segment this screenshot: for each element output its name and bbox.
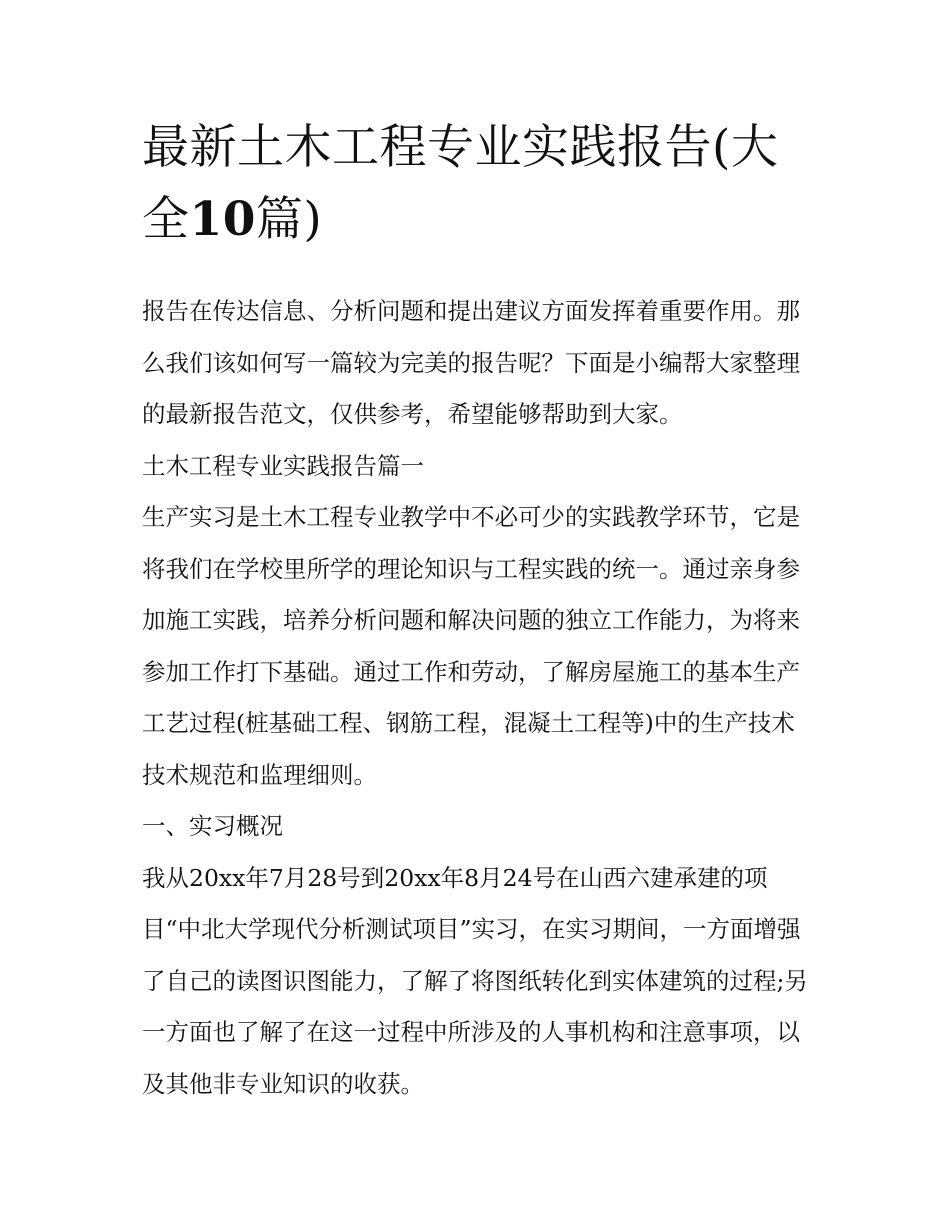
document-content xyxy=(142,112,814,1110)
title-line-2-pre: 全 xyxy=(142,192,190,247)
internship-overview-paragraph: 我从20xx年7月28号到20xx年8月24号在山西六建承建的项目“中北大学现代分析测试项目”实习，在实习期间，一方面增强了自己的读图识图能力，了解了将图纸转化到实体建筑的过程;另一方面也了解了在这一过程中所涉及的人事机构和注意事项，以及其他非专业知识的收获。 xyxy=(142,863,808,1098)
internship-purpose-paragraph: 生产实习是土木工程专业教学中不必可少的实践教学环节，它是将我们在学校里所学的理论知识与工程实践的统一。通过亲身参加施工实践，培养分析问题和解决问题的独立工作能力，为将来参加工作打下基础。通过工作和劳动，了解房屋施工的基本生产工艺过程(桩基础工程、钢筋工程，混凝土工程等)中的生产技术技术规范和监理细则。 xyxy=(142,503,800,789)
title-line-2-number: 10 xyxy=(189,192,256,247)
document-body xyxy=(142,286,814,1110)
document-title xyxy=(142,112,814,256)
title-line-1: 最新土木工程专业实践报告(大 xyxy=(142,120,779,175)
title-line-2-post: 篇) xyxy=(255,192,323,247)
section-heading-part-one: 土木工程专业实践报告篇一 xyxy=(142,451,424,480)
intro-paragraph: 报告在传达信息、分析问题和提出建议方面发挥着重要作用。那么我们该如何写一篇较为完美的报告呢？下面是小编帮大家整理的最新报告范文，仅供参考，希望能够帮助到大家。 xyxy=(142,297,800,428)
subsection-heading-overview: 一、实习概况 xyxy=(142,812,283,840)
